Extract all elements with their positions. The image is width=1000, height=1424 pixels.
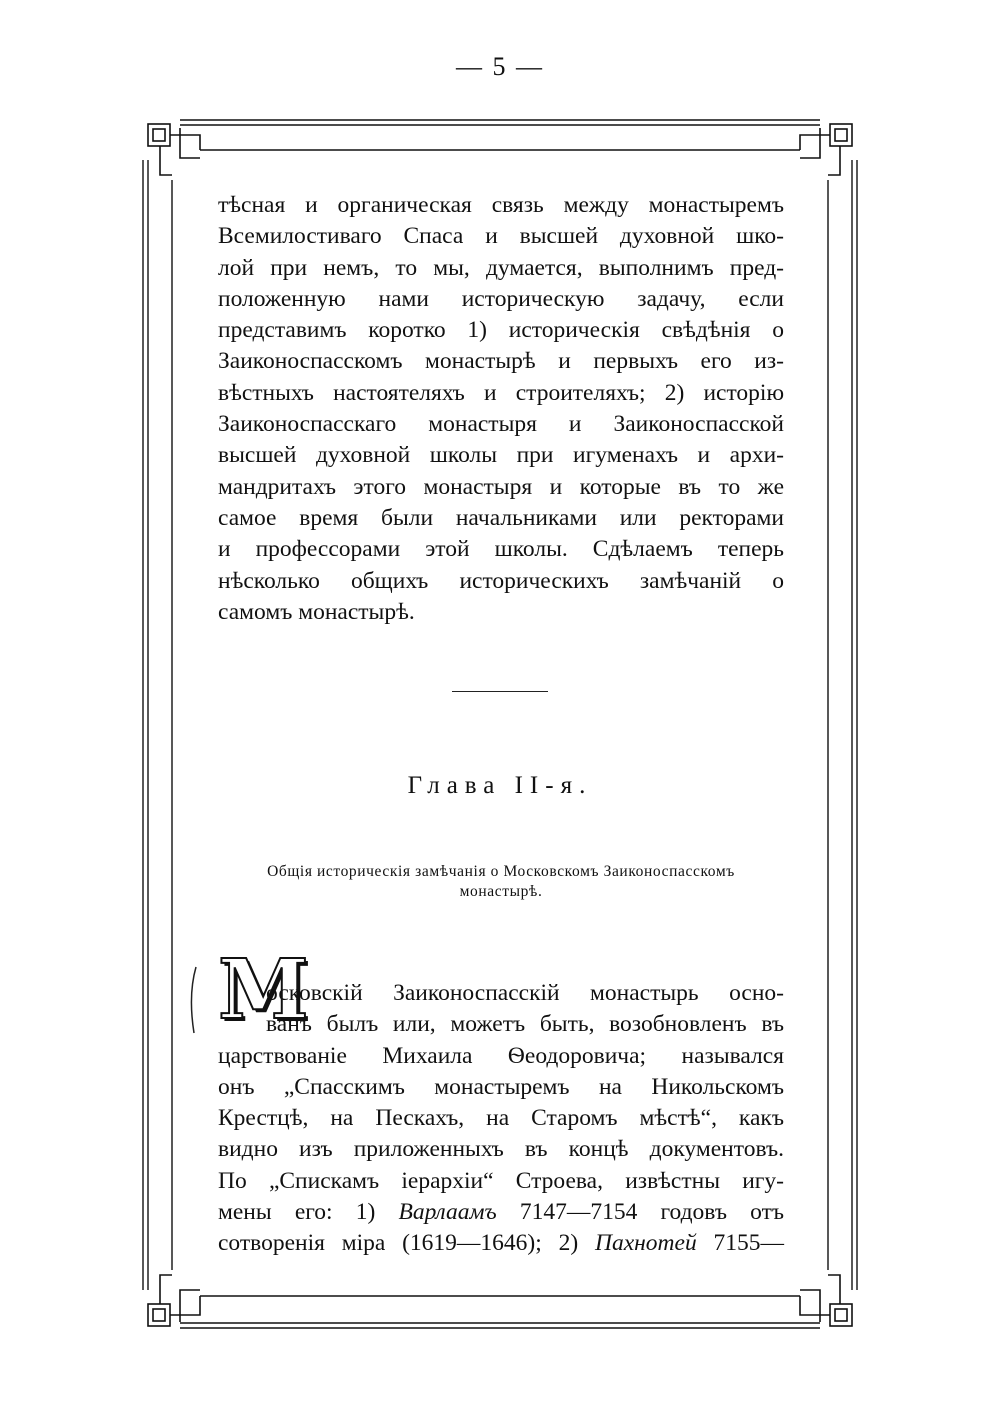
text-segment: 7155— bbox=[696, 1230, 785, 1257]
text-line: лой при немъ, то мы, думается, выполнимъ пред- bbox=[218, 254, 784, 281]
section-divider bbox=[452, 691, 548, 693]
text-segment: мены его: 1) bbox=[218, 1199, 399, 1226]
text-line: тѣсная и органическая связь между монастыремъ bbox=[218, 192, 784, 218]
text-line: Заиконоспасскаго монастыря и Заиконоспасской bbox=[218, 411, 784, 438]
text-line: онъ „Спасскимъ монастыремъ на Никольскомъ bbox=[218, 1073, 784, 1100]
name-italic: Варлаамъ bbox=[398, 1199, 497, 1226]
text-line: самое время были начальниками или ректорами bbox=[218, 504, 784, 531]
chapter-subtitle-line: монастырѣ. bbox=[459, 883, 543, 900]
text-segment: сотворенія міра (1619—1646); 2) bbox=[218, 1230, 595, 1257]
text-line: видно изъ приложенныхъ въ концѣ документовъ. bbox=[218, 1136, 784, 1163]
text-line bbox=[218, 1228, 784, 1259]
chapter-title: Глава II-я. bbox=[407, 772, 593, 799]
text-line: высшей духовной школы при игуменахъ и архи- bbox=[218, 442, 784, 469]
text-line: Заиконоспасскомъ монастырѣ и первыхъ его из- bbox=[218, 348, 784, 375]
text-line: Крестцѣ, на Пескахъ, на Старомъ мѣстѣ“, какъ bbox=[218, 1105, 784, 1132]
margin-flourish bbox=[186, 965, 198, 1035]
upper-paragraph bbox=[218, 190, 784, 628]
text-line: вѣстныхъ настоятеляхъ и строителяхъ; 2) исторію bbox=[218, 379, 784, 406]
text-line bbox=[218, 1197, 784, 1228]
text-line: положенную нами историческую задачу, если bbox=[218, 285, 784, 312]
chapter-subtitle-line: Общія историческія замѣчанія о Московскомъ Заиконоспасскомъ bbox=[267, 863, 735, 880]
text-line: ванъ былъ или, можетъ быть, возобновленъ въ bbox=[266, 1011, 784, 1038]
text-line: нѣсколько общихъ историческихъ замѣчаній о bbox=[218, 567, 784, 594]
name-italic: Пахнотей bbox=[594, 1230, 697, 1257]
text-line: осковскій Заиконоспасскій монастырь осно- bbox=[266, 980, 784, 1006]
text-line: По „Спискамъ іерархіи“ Строева, извѣстны игу- bbox=[218, 1167, 784, 1194]
page-number: — 5 — bbox=[456, 52, 544, 81]
chapter-subtitle bbox=[215, 862, 787, 902]
lower-paragraph bbox=[218, 978, 784, 1260]
text-line: самомъ монастырѣ. bbox=[218, 598, 415, 625]
text-line: царствованіе Михаила Ѳеодоровича; назывался bbox=[218, 1042, 784, 1069]
text-line: мандритахъ этого монастыря и которые въ то же bbox=[218, 473, 784, 500]
text-line: Всемилостиваго Спаса и высшей духовной шко- bbox=[218, 223, 784, 250]
text-line: представимъ коротко 1) историческія свѣдѣнія о bbox=[218, 317, 784, 344]
text-line: и профессорами этой школы. Сдѣлаемъ теперь bbox=[218, 536, 784, 563]
text-segment: 7147—7154 годовъ отъ bbox=[496, 1199, 784, 1226]
drop-cap: М bbox=[218, 942, 309, 1038]
